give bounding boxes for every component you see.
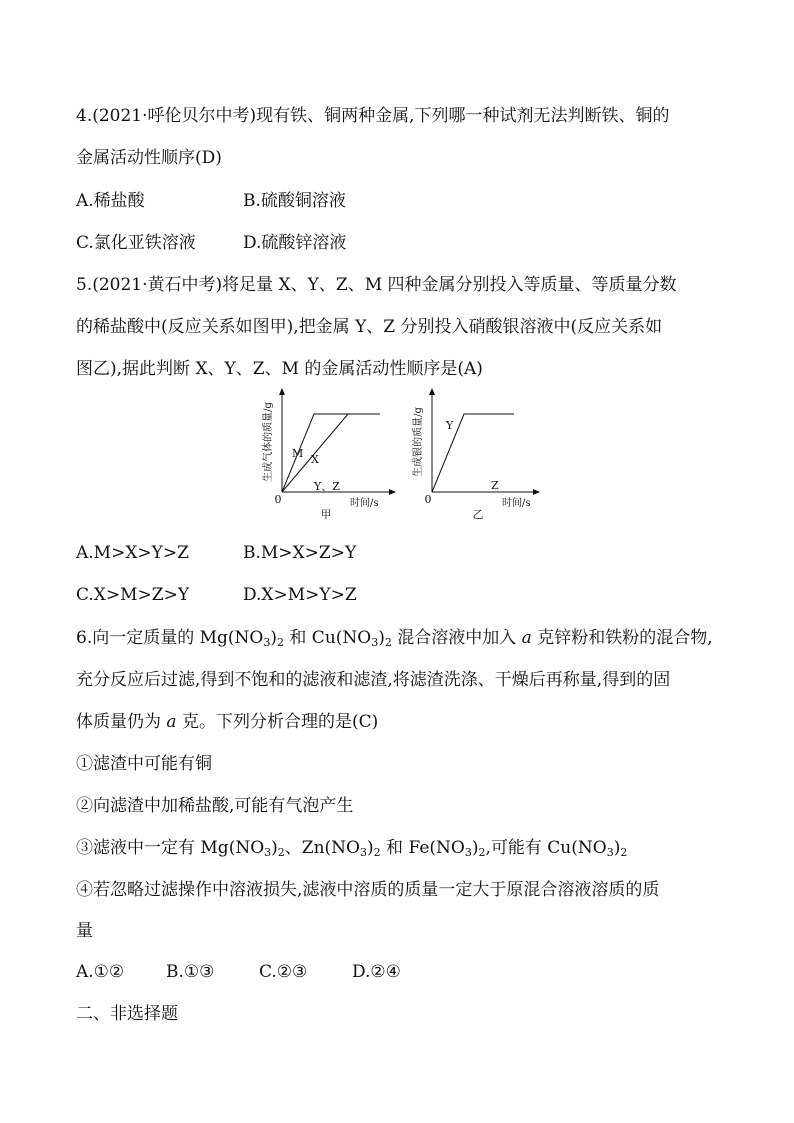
q6-item-4-line2: 量 (76, 921, 93, 941)
q5-stem-line2: 的稀盐酸中(反应关系如图甲),把金属 Y、Z 分别投入硝酸银溶液中(反应关系如 (76, 317, 663, 337)
chart-yi-label-z: Z (491, 479, 499, 492)
q5-stem-line3: 图乙),据此判断 X、Y、Z、M 的金属活动性顺序是(A) (76, 359, 483, 379)
chart-jia-label-yz: Y、Z (314, 480, 340, 493)
chart-jia-label-x: X (311, 453, 319, 466)
chart-jia-caption: 甲 (320, 508, 332, 521)
q6-item-4-line1: ④若忽略过滤操作中溶液损失,滤液中溶质的质量一定大于原混合溶液溶质的质 (76, 880, 660, 900)
q5-option-a: A.M>X>Y>Z (76, 543, 189, 563)
chart-jia-x-arrow (389, 489, 396, 495)
q6-variable-a-2: a (166, 712, 177, 732)
q6-variable-a: a (521, 628, 532, 648)
chart-yi-xlabel: 时间/s (502, 498, 531, 509)
q4-stem-line1: 4.(2021·呼伦贝尔中考)现有铁、铜两种金属,下列哪一种试剂无法判断铁、铜的 (76, 106, 670, 126)
chart-yi-ylabel: 生成银的质量/g (413, 407, 424, 477)
q5-option-b: B.M>X>Z>Y (243, 543, 357, 563)
chart-jia (258, 386, 408, 524)
q6-stem-line1: 6.向一定质量的 $Mg(NO_3)_2$ 和 $Cu(NO_3)_2$ 混合溶液中加入 a 克锌粉和铁粉的混合物, (76, 628, 713, 649)
chart-jia-y-arrow (279, 388, 285, 395)
q4-option-c: C.氯化亚铁溶液 (76, 233, 196, 253)
chart-yi-x-arrow (533, 489, 540, 495)
chart-yi-line-y (432, 414, 514, 492)
chart-yi (408, 386, 548, 524)
chart-yi-label-y: Y (446, 419, 454, 432)
q6-item-3: ③滤液中一定有 $Mg(NO_3)_2$、$Zn(NO_3)_2$ 和 $Fe(NO_3)_2$,可能有 $Cu(NO_3)_2$ (76, 838, 628, 859)
q6-option-b: B.①③ (166, 962, 215, 982)
q6-item-2: ②向滤渣中加稀盐酸,可能有气泡产生 (76, 796, 354, 816)
q6-stem-line2: 充分反应后过滤,得到不饱和的滤液和滤渣,将滤渣洗涤、干燥后再称量,得到的固 (76, 670, 671, 690)
q4-option-a: A.稀盐酸 (76, 191, 145, 211)
q5-option-c: C.X>M>Z>Y (76, 585, 190, 605)
chart-yi-y-arrow (429, 388, 435, 395)
q6-option-a: A.①② (76, 962, 125, 982)
q4-option-b: B.硫酸铜溶液 (243, 191, 346, 211)
q5-option-d: D.X>M>Y>Z (243, 585, 357, 605)
chart-yi-caption: 乙 (472, 508, 484, 521)
chart-jia-ylabel: 生成气体的质量/g (263, 402, 274, 482)
chart-yi-origin: 0 (424, 493, 432, 506)
section-heading: 二、非选择题 (76, 1004, 178, 1024)
chart-jia-xlabel: 时间/s (350, 498, 379, 509)
q4-stem-line2: 金属活动性顺序(D) (76, 148, 222, 168)
q6-stem-line3: 体质量仍为 a 克。下列分析合理的是(C) (76, 712, 379, 732)
chart-jia-label-m: M (292, 447, 304, 460)
q5-stem-line1: 5.(2021·黄石中考)将足量 X、Y、Z、M 四种金属分别投入等质量、等质量分数 (76, 275, 677, 295)
q6-option-c: C.②③ (259, 962, 308, 982)
chart-jia-origin: 0 (274, 493, 282, 506)
q4-option-d: D.硫酸锌溶液 (243, 233, 347, 253)
q6-item-1: ①滤渣中可能有铜 (76, 754, 212, 774)
q6-option-d: D.②④ (352, 962, 401, 982)
